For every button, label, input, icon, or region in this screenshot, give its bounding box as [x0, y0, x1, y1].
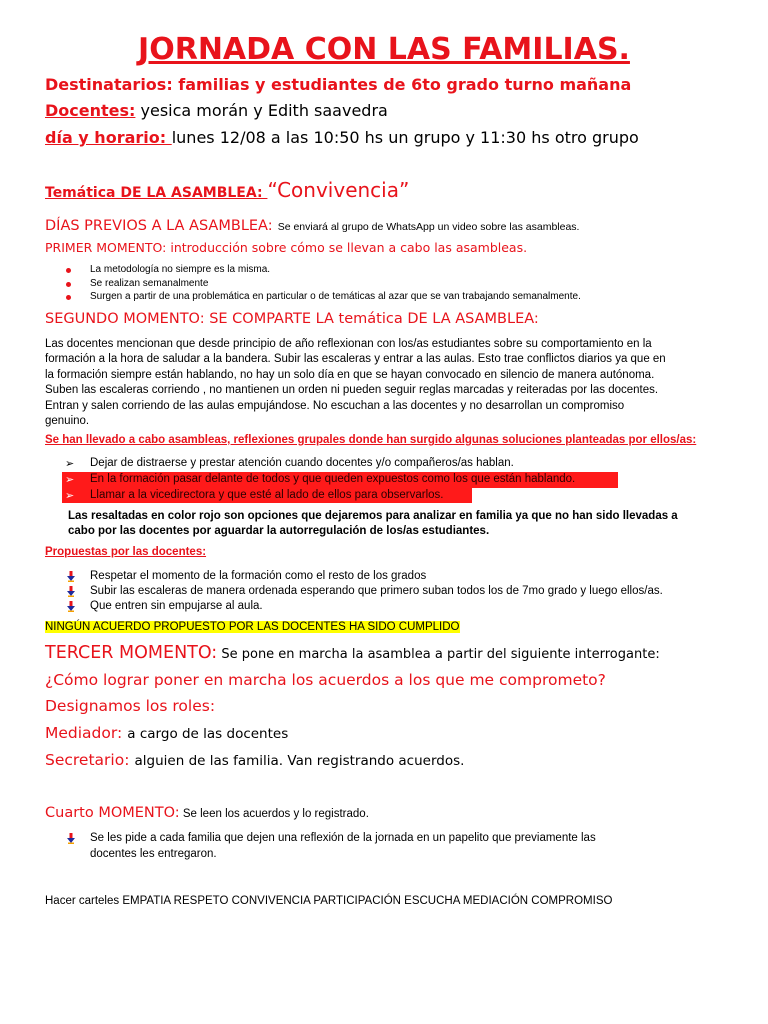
dias-previos-value: Se enviará al grupo de WhatsApp un video sobre las asambleas. [277, 221, 580, 233]
list-item: Subir las escaleras de manera ordenada esperando que primero suban todos los de 7mo grado y luego ellos/as. [62, 584, 663, 599]
docentes-label: Docentes: [45, 101, 136, 120]
mediador-value: a cargo de las docentes [127, 726, 289, 742]
tematica-label: Temática DE LA ASAMBLEA: [45, 185, 268, 201]
tematica-value: “Convivencia” [267, 178, 410, 202]
secretario-line [45, 750, 464, 769]
primer-momento-heading: PRIMER MOMENTO: introducción sobre cómo se llevan a cabo las asambleas. [45, 240, 528, 255]
carteles-line: Hacer carteles EMPATIA RESPETO CONVIVENCIA PARTICIPACIÓN ESCUCHA MEDIACIÓN COMPROMISO [45, 895, 613, 907]
tercer-momento-line [45, 643, 660, 663]
tematica-line [45, 178, 409, 202]
asambleas-heading: Se han llevado a cabo asambleas, reflexiones grupales donde han surgido algunas soluciones planteadas por ellos/as: [45, 434, 697, 446]
segundo-momento-heading: SEGUNDO MOMENTO: SE COMPARTE LA temática DE LA ASAMBLEA: [45, 311, 539, 327]
bullet-dot-icon [66, 295, 71, 300]
secretario-label: Secretario: [45, 751, 130, 769]
ningun-acuerdo-note: NINGÚN ACUERDO PROPUESTO POR LAS DOCENTES HA SIDO CUMPLIDO [45, 621, 460, 633]
cuarto-momento-line [45, 802, 369, 821]
dias-previos-label: DÍAS PREVIOS A LA ASAMBLEA: [45, 218, 273, 234]
primer-momento-list [62, 263, 581, 304]
arrowhead-bullet-icon: ➢ [65, 473, 75, 486]
tercer-momento-value: Se pone en marcha la asamblea a partir del siguiente interrogante: [217, 647, 660, 662]
dias-previos-line [45, 215, 579, 234]
list-item: Se les pide a cada familia que dejen una reflexión de la jornada en un papelito que previamente las docentes les entregaron. [62, 831, 596, 862]
list-item: ➢ En la formación pasar delante de todos y que queden expuestos como los que están hablando. [62, 472, 575, 488]
arrowhead-bullet-icon: ➢ [65, 458, 75, 470]
list-item: Se realizan semanalmente [62, 277, 581, 291]
list-item: Respetar el momento de la formación como el resto de los grados [62, 569, 663, 584]
mediador-label: Mediador: [45, 724, 123, 742]
dia-horario-line [45, 128, 639, 147]
down-arrow-icon [67, 571, 75, 582]
dia-horario-value: lunes 12/08 a las 10:50 hs un grupo y 11:30 hs otro grupo [171, 128, 639, 147]
soluciones-list [62, 456, 575, 503]
list-item: La metodología no siempre es la misma. [62, 263, 581, 277]
cuarto-momento-label: Cuarto MOMENTO: [45, 805, 180, 821]
destinatarios-line: Destinatarios: familias y estudiantes de 6to grado turno mañana [45, 75, 632, 94]
docentes-line [45, 101, 388, 120]
segundo-momento-paragraph: Las docentes mencionan que desde principio de año reflexionan con los/as estudiantes sobre su comportamiento en la formación a la hora de saludar a la bandera. Subir las escaleras y entrar a las aulas. Esto trae conflictos diarios ya que en la formación siempre están hablando, no hay un solo día en que se hayan convocado en silencio de manera autónoma. Suben las escaleras corriendo , no mantienen un orden ni pueden seguir reglas marcadas y reiteradas por las docentes. Entran y salen corriendo de las aulas empujándose. No escuchan a las docentes y no desarrollan un compromiso genuino. [45, 338, 666, 428]
cuarto-momento-value: Se leen los acuerdos y lo registrado. [179, 808, 369, 820]
pregunta-line: ¿Cómo lograr poner en marcha los acuerdos a los que me comprometo? [45, 671, 606, 689]
propuestas-list [62, 569, 663, 615]
propuestas-heading: Propuestas por las docentes: [45, 546, 207, 558]
bullet-dot-icon [66, 268, 71, 273]
document-title: JORNADA CON LAS FAMILIAS. [138, 32, 630, 67]
cuarto-momento-list [62, 831, 596, 862]
tercer-momento-label: TERCER MOMENTO: [45, 643, 218, 663]
list-item: Que entren sin empujarse al aula. [62, 599, 663, 614]
list-item: ➢ Dejar de distraerse y prestar atención cuando docentes y/o compañeros/as hablan. [62, 456, 575, 472]
roles-line: Designamos los roles: [45, 697, 216, 715]
dia-horario-label: día y horario: [45, 128, 172, 147]
secretario-value: alguien de las familia. Van registrando acuerdos. [134, 753, 465, 769]
docentes-value: yesica morán y Edith saavedra [135, 101, 388, 120]
nota-resaltadas: Las resaltadas en color rojo son opciones que dejaremos para analizar en familia ya que no han sido llevadas a cabo por las docentes por aguardar la autorregulación de los/as estudiantes. [68, 510, 678, 538]
mediador-line [45, 723, 288, 742]
down-arrow-icon [67, 601, 75, 612]
bullet-dot-icon [66, 282, 71, 287]
list-item: Surgen a partir de una problemática en particular o de temáticas al azar que se van trabajando semanalmente. [62, 290, 581, 304]
list-item: ➢ Llamar a la vicedirectora y que esté al lado de ellos para observarlos. [62, 488, 575, 504]
down-arrow-icon [67, 833, 75, 844]
down-arrow-icon [67, 586, 75, 597]
arrowhead-bullet-icon: ➢ [65, 489, 75, 502]
